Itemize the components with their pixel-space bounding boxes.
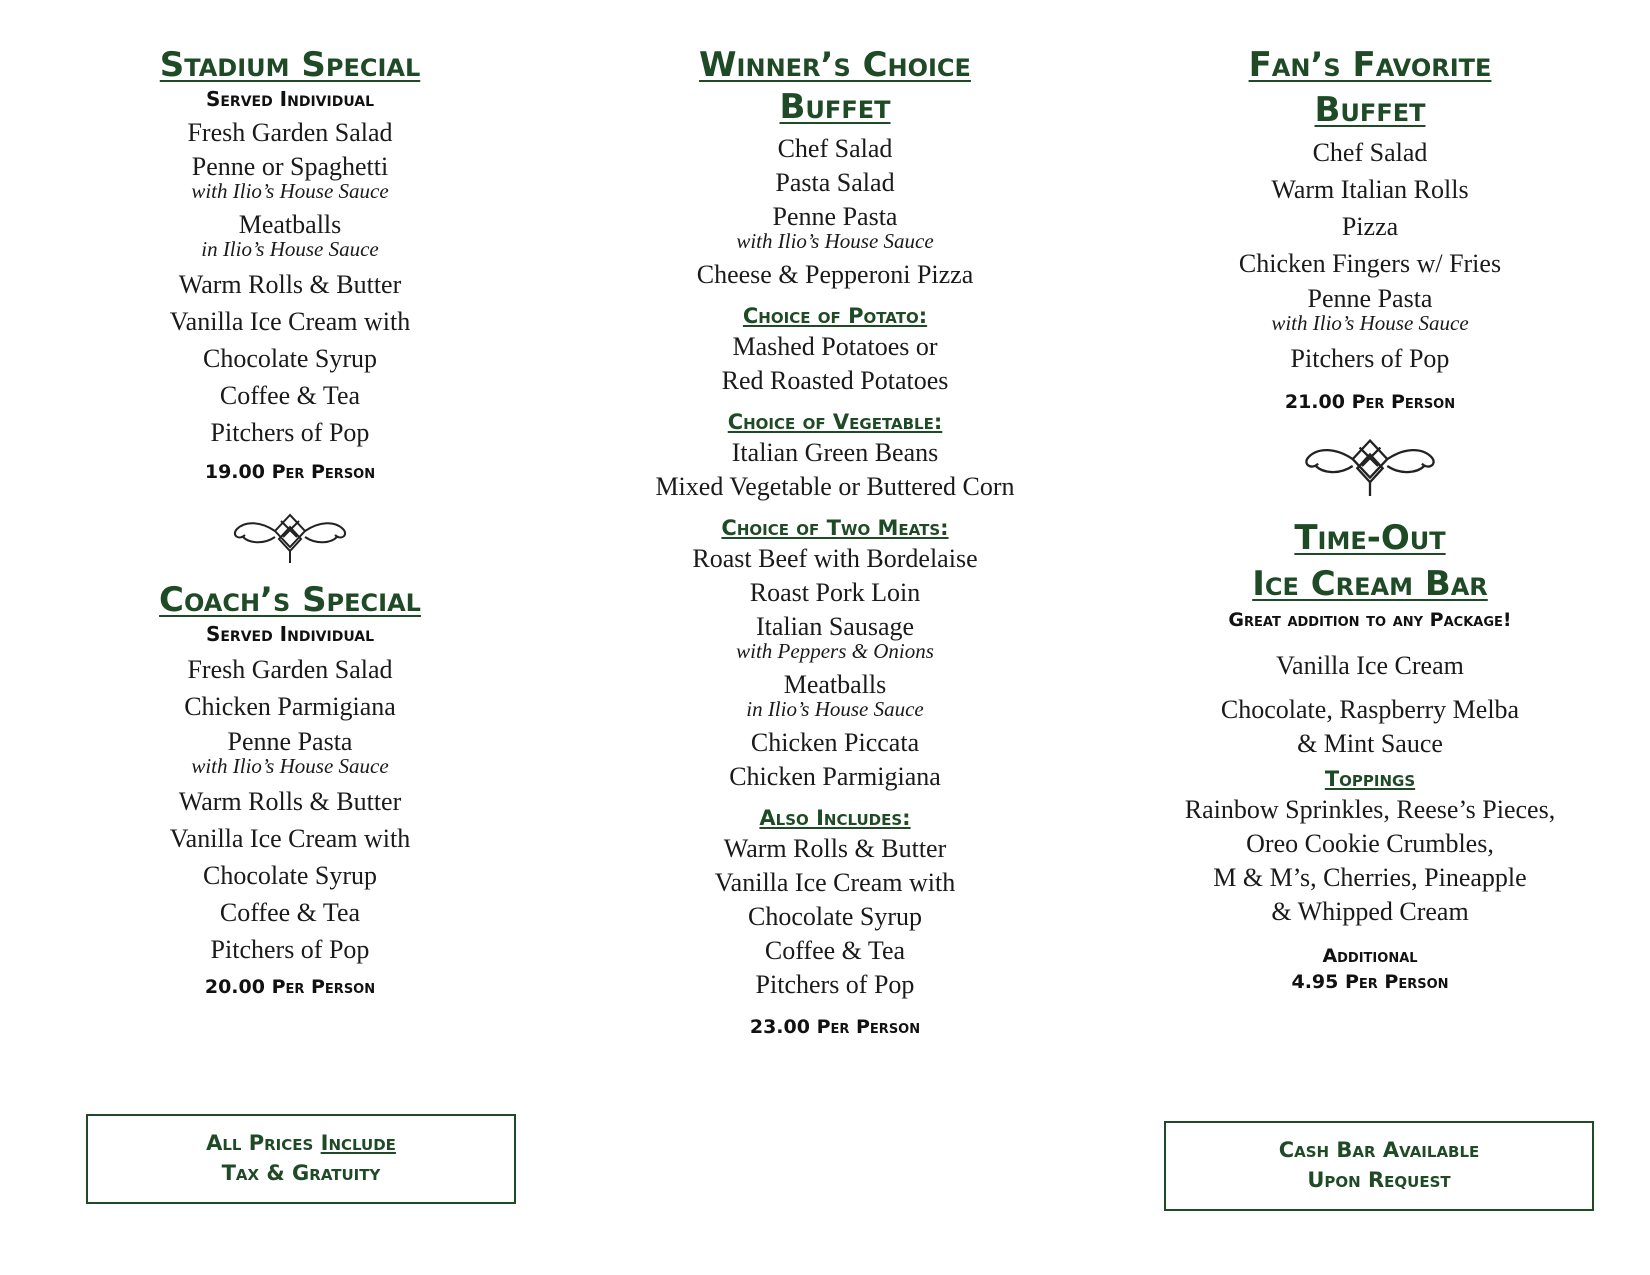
icecream-price: 4.95 Per Person [1291, 971, 1449, 993]
menu-item-note: with Ilio’s House Sauce [736, 229, 934, 253]
winner-price: 23.00 Per Person [749, 1016, 921, 1038]
menu-item: Penne Pasta [227, 727, 353, 756]
stadium-title: Stadium Special [159, 45, 421, 85]
menu-item: Vanilla Ice Cream with [169, 307, 411, 336]
menu-item: Chicken Parmigiana [184, 692, 396, 721]
menu-item: & Mint Sauce [1297, 729, 1443, 758]
cash-bar-line1: Cash Bar Available [1278, 1138, 1480, 1162]
menu-item: Warm Italian Rolls [1271, 175, 1469, 204]
topping-item: M & M’s, Cherries, Pineapple [1213, 863, 1527, 892]
fan-title-line1: Fan’s Favorite [1248, 45, 1492, 85]
stadium-subtitle: Served Individual [205, 87, 375, 111]
scroll-flourish-icon [1295, 431, 1445, 501]
winner-title-line2: Buffet [779, 87, 891, 127]
potato-heading: Choice of Potato: [742, 304, 928, 328]
menu-item: Chicken Piccata [750, 728, 920, 757]
column-middle [600, 0, 1070, 1040]
menu-item: Chocolate Syrup [747, 902, 923, 931]
coach-subtitle: Served Individual [205, 622, 375, 646]
menu-item: Chocolate Syrup [202, 344, 378, 373]
menu-item: Pitchers of Pop [210, 935, 370, 964]
coach-price: 20.00 Per Person [204, 976, 376, 998]
scroll-flourish-icon [225, 507, 355, 567]
menu-item: Coffee & Tea [764, 936, 906, 965]
menu-item: Chef Salad [777, 134, 893, 163]
menu-item: Red Roasted Potatoes [721, 366, 949, 395]
topping-item: & Whipped Cream [1271, 897, 1469, 926]
menu-item: Penne Pasta [772, 202, 898, 231]
menu-item: Meatballs [783, 670, 887, 699]
fan-price: 21.00 Per Person [1284, 391, 1456, 413]
menu-item: Warm Rolls & Butter [178, 787, 402, 816]
menu-item-note: with Ilio’s House Sauce [1271, 311, 1469, 335]
toppings-heading: Toppings [1324, 767, 1416, 791]
icecream-title-line2: Ice Cream Bar [1252, 564, 1488, 604]
menu-item: Chocolate Syrup [202, 861, 378, 890]
menu-item: Fresh Garden Salad [187, 118, 393, 147]
vegetable-heading: Choice of Vegetable: [727, 410, 943, 434]
winner-title-line1: Winner’s Choice [699, 45, 971, 85]
menu-item: Pitchers of Pop [210, 418, 370, 447]
menu-item: Chocolate, Raspberry Melba [1220, 695, 1520, 724]
prices-box-line1 [88, 1128, 514, 1158]
menu-item: Chicken Parmigiana [729, 762, 941, 791]
menu-item: Vanilla Ice Cream with [169, 824, 411, 853]
cash-bar-line2: Upon Request [1307, 1168, 1451, 1192]
menu-item: Coffee & Tea [219, 898, 361, 927]
menu-item: Vanilla Ice Cream with [714, 868, 956, 897]
fan-title-line2: Buffet [1314, 90, 1426, 130]
coach-title: Coach’s Special [159, 580, 421, 620]
menu-item: Chicken Fingers w/ Fries [1238, 249, 1502, 278]
menu-item: Roast Pork Loin [749, 578, 921, 607]
also-includes-heading: Also Includes: [759, 806, 911, 830]
menu-item: Warm Rolls & Butter [723, 834, 947, 863]
menu-item: Penne Pasta [1307, 284, 1433, 313]
menu-item: Cheese & Pepperoni Pizza [696, 260, 974, 289]
menu-item: Fresh Garden Salad [187, 655, 393, 684]
menu-item: Pasta Salad [775, 168, 895, 197]
menu-item: Pizza [1341, 212, 1399, 241]
menu-item: Coffee & Tea [219, 381, 361, 410]
menu-item-note: in Ilio’s House Sauce [746, 697, 924, 721]
icecream-title-line1: Time-Out [1294, 518, 1446, 558]
menu-item: Italian Green Beans [731, 438, 939, 467]
prices-box-line2: Tax & Gratuity [221, 1161, 381, 1185]
menu-item-note: in Ilio’s House Sauce [201, 237, 379, 261]
menu-item: Vanilla Ice Cream [1276, 651, 1464, 680]
menu-item-note: with Ilio’s House Sauce [191, 179, 389, 203]
menu-item-note: with Ilio’s House Sauce [191, 754, 389, 778]
column-right [1150, 0, 1590, 995]
menu-item-note: with Peppers & Onions [736, 639, 934, 663]
menu-item: Chef Salad [1312, 138, 1428, 167]
menu-item: Meatballs [238, 210, 342, 239]
topping-item: Oreo Cookie Crumbles, [1246, 829, 1494, 858]
cash-bar-box [1164, 1121, 1594, 1211]
icecream-subtitle: Great addition to any Package! [1228, 609, 1512, 631]
icecream-additional: Additional [1322, 945, 1418, 967]
menu-item: Mixed Vegetable or Buttered Corn [655, 472, 1015, 501]
topping-item: Rainbow Sprinkles, Reese’s Pieces, [1184, 795, 1556, 824]
menu-item: Mashed Potatoes or [732, 332, 938, 361]
menu-item: Italian Sausage [755, 612, 915, 641]
menu-item: Roast Beef with Bordelaise [692, 544, 978, 573]
column-left [80, 0, 500, 1000]
meats-heading: Choice of Two Meats: [721, 516, 949, 540]
prices-box-text-underlined: Include [320, 1131, 396, 1155]
prices-box-text: All Prices [206, 1131, 321, 1155]
menu-item: Pitchers of Pop [1290, 344, 1450, 373]
menu-item: Pitchers of Pop [755, 970, 915, 999]
menu-item: Penne or Spaghetti [191, 152, 389, 181]
menu-item: Warm Rolls & Butter [178, 270, 402, 299]
prices-include-box [86, 1114, 516, 1204]
stadium-price: 19.00 Per Person [204, 461, 376, 483]
